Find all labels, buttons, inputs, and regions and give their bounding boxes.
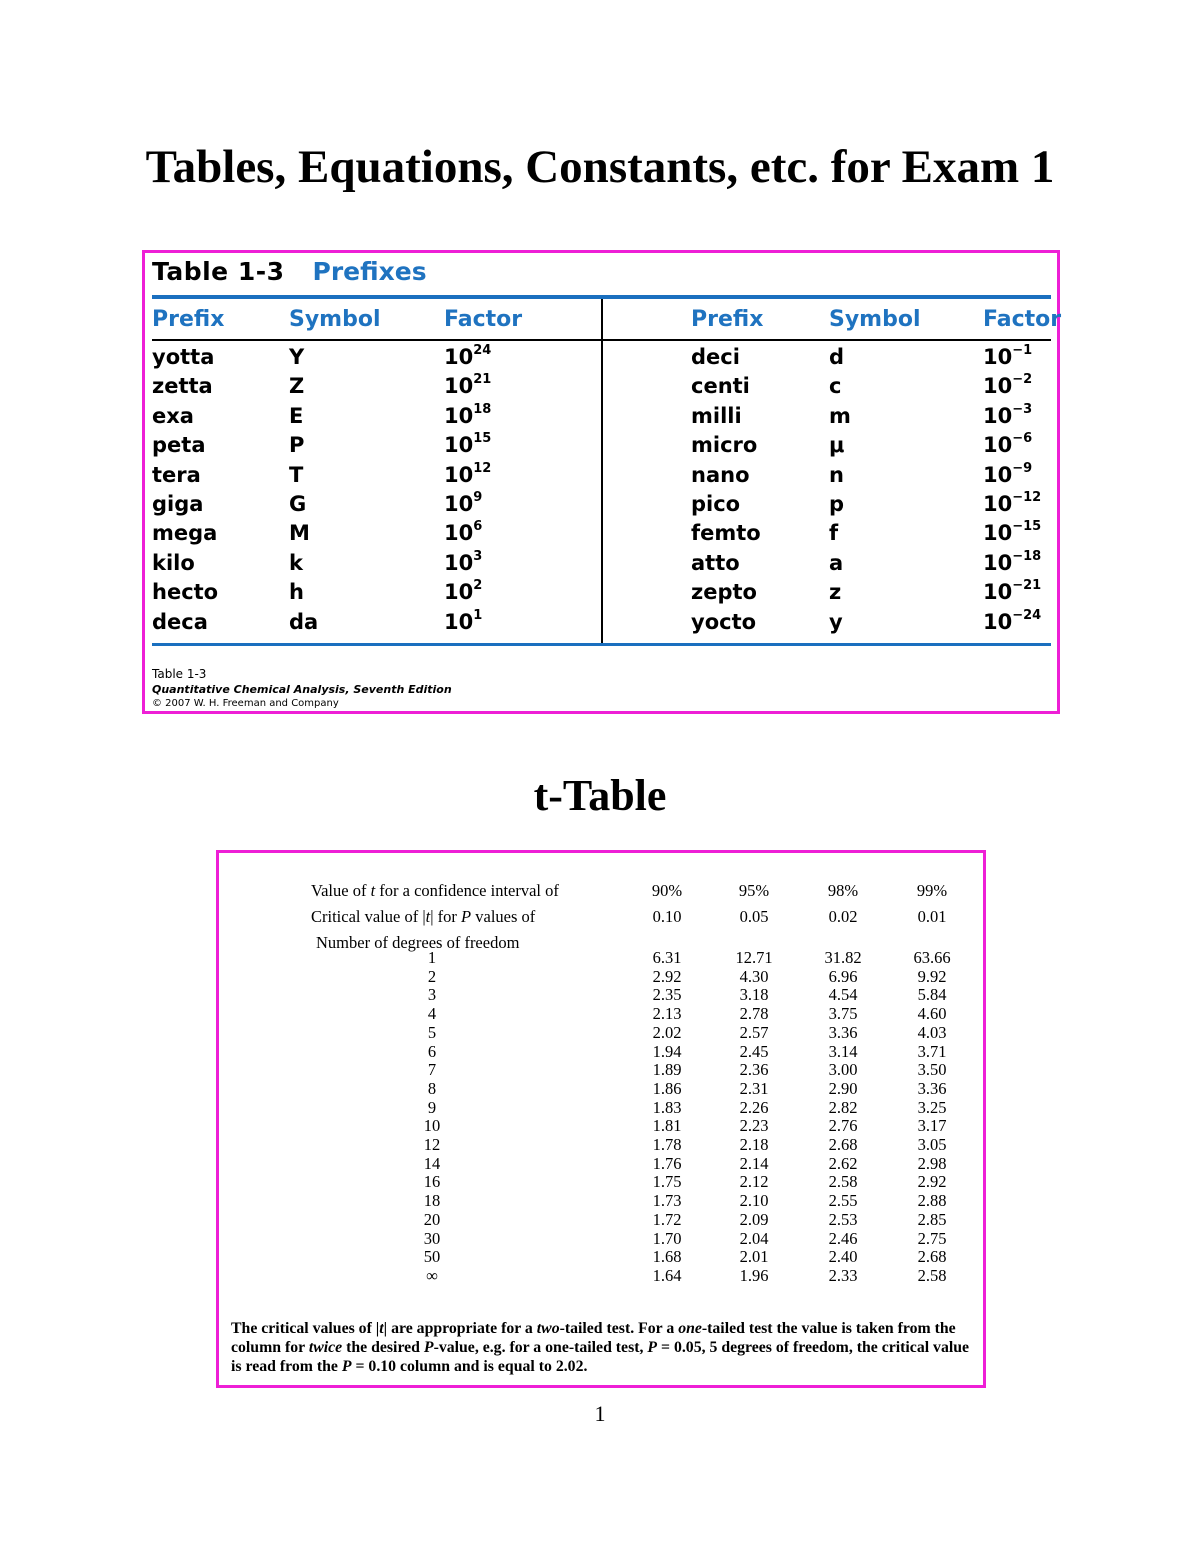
factor-exponent: 2 xyxy=(473,578,483,594)
p-value: 0.10 xyxy=(652,907,682,926)
prefix-name: tera xyxy=(152,462,201,487)
prefix-factor: $10^3$ xyxy=(444,548,483,575)
t-critical-value: 1.75 xyxy=(652,1172,682,1192)
t-critical-value: 2.92 xyxy=(917,1172,947,1192)
t-critical-value: 2.33 xyxy=(828,1265,858,1285)
prefix-factor: $10^{-9}$ xyxy=(983,460,1033,487)
t-critical-value: 2.92 xyxy=(652,966,682,986)
prefix-name: zetta xyxy=(152,374,213,399)
dof-value: 1 xyxy=(427,948,437,967)
header-bottom-rule xyxy=(152,339,1051,341)
confidence-value: 98% xyxy=(827,881,859,900)
t-critical-value: 2.31 xyxy=(739,1078,769,1098)
caption-number: Table 1-3 xyxy=(152,257,285,286)
t-critical-value: 2.02 xyxy=(652,1022,682,1042)
t-critical-value: 4.03 xyxy=(917,1022,947,1042)
header-symbol-left: Symbol xyxy=(289,307,381,332)
t-critical-value: 2.58 xyxy=(917,1265,947,1285)
factor-exponent: −3 xyxy=(1012,401,1033,417)
factor-exponent: 12 xyxy=(473,460,492,476)
dof-value: 5 xyxy=(427,1022,437,1042)
factor-exponent: 15 xyxy=(473,431,492,447)
factor-exponent: −15 xyxy=(1012,519,1042,535)
t-critical-value: 3.14 xyxy=(828,1041,858,1061)
dof-value: 8 xyxy=(427,1078,437,1098)
t-critical-value: 2.98 xyxy=(917,1153,947,1173)
t-critical-value: 2.58 xyxy=(828,1172,858,1192)
factor-exponent: −21 xyxy=(1012,578,1042,594)
t-critical-value: 31.82 xyxy=(824,948,862,967)
prefix-table-caption xyxy=(152,257,427,286)
t-critical-value: 2.85 xyxy=(917,1209,947,1229)
prefix-factor: $10^{-15}$ xyxy=(983,519,1042,546)
t-critical-value: 3.25 xyxy=(917,1097,947,1117)
prefix-name: yocto xyxy=(691,609,757,634)
dof-value: 3 xyxy=(427,985,437,1005)
prefix-name: pico xyxy=(691,492,741,516)
t-critical-value: 2.13 xyxy=(652,1004,682,1024)
prefix-symbol: d xyxy=(829,345,845,369)
prefix-factor: $10^{-21}$ xyxy=(983,578,1042,605)
t-critical-value: 4.30 xyxy=(739,966,769,986)
factor-exponent: −6 xyxy=(1012,431,1033,447)
t-critical-value: 1.78 xyxy=(652,1135,682,1154)
t-table-title: t-Table xyxy=(533,771,667,820)
prefix-factor: $10^{-12}$ xyxy=(983,490,1042,516)
p-value: 0.02 xyxy=(828,907,858,926)
t-critical-value: 1.81 xyxy=(652,1116,682,1136)
t-critical-value: 2.68 xyxy=(917,1247,947,1267)
t-critical-value: 1.68 xyxy=(652,1247,682,1267)
page-number: 1 xyxy=(594,1401,606,1426)
table-bottom-rule xyxy=(152,643,1051,646)
t-critical-value: 1.94 xyxy=(652,1041,682,1061)
t-critical-value: 3.36 xyxy=(828,1022,858,1042)
prefix-name: exa xyxy=(152,403,194,428)
source-line-2: Quantitative Chemical Analysis, Seventh Edition xyxy=(152,683,452,696)
factor-exponent: 21 xyxy=(473,372,492,388)
prefix-factor: $10^{15}$ xyxy=(444,431,492,458)
caption-name: Prefixes xyxy=(312,257,427,286)
prefix-factor: $10^1$ xyxy=(444,607,483,634)
t-critical-value: 1.86 xyxy=(652,1078,682,1098)
factor-exponent: 9 xyxy=(473,490,483,505)
dof-value: 12 xyxy=(423,1135,441,1154)
prefix-name: micro xyxy=(691,433,758,458)
confidence-value: 90% xyxy=(651,881,683,900)
confidence-value: 99% xyxy=(916,881,948,900)
prefix-symbol: T xyxy=(289,462,304,487)
prefix-name: deca xyxy=(152,609,208,634)
factor-exponent: −2 xyxy=(1012,372,1033,388)
t-critical-value: 2.18 xyxy=(739,1135,769,1154)
prefix-factor: $10^9$ xyxy=(444,490,483,516)
source-line-3: © 2007 W. H. Freeman and Company xyxy=(152,698,339,709)
dof-value: 7 xyxy=(427,1060,437,1080)
dof-value: 10 xyxy=(423,1116,441,1136)
t-critical-value: 12.71 xyxy=(735,948,773,967)
t-critical-value: 2.68 xyxy=(828,1135,858,1154)
t-critical-value: 3.36 xyxy=(917,1078,947,1098)
prefix-symbol: f xyxy=(829,521,839,546)
dof-value: ∞ xyxy=(426,1265,438,1285)
prefix-name: mega xyxy=(152,521,218,546)
t-critical-value: 2.53 xyxy=(828,1209,858,1229)
factor-exponent: −9 xyxy=(1012,460,1033,476)
prefix-name: yotta xyxy=(152,345,215,369)
prefix-factor: $10^{-2}$ xyxy=(983,372,1033,399)
prefix-symbol: y xyxy=(829,609,843,634)
t-critical-value: 2.62 xyxy=(828,1153,858,1173)
t-critical-value: 2.10 xyxy=(739,1191,769,1211)
t-critical-value: 3.18 xyxy=(739,985,769,1005)
header-prefix-left: Prefix xyxy=(152,307,225,332)
t-critical-value: 2.35 xyxy=(652,985,682,1005)
t-critical-value: 2.88 xyxy=(917,1191,947,1211)
factor-exponent: −12 xyxy=(1012,490,1042,505)
t-critical-value: 2.12 xyxy=(739,1172,769,1192)
confidence-value: 95% xyxy=(738,881,770,900)
t-critical-value: 4.60 xyxy=(917,1004,947,1024)
header-symbol-right: Symbol xyxy=(829,307,921,332)
t-table xyxy=(216,850,986,1388)
t-table-note: The critical values of |t| are appropriate for a two-tailed test. For a one-tailed test the value is taken from the column for twice the desired P-value, e.g. for a one-tailed test, P = 0.05, 5 degrees of freedom, the critical value is read from the P = 0.10 column and is equal to 2.02. xyxy=(231,1320,970,1375)
prefix-name: zepto xyxy=(691,580,757,605)
p-value-row-label: Critical value of |t| for P values of xyxy=(311,907,536,926)
t-critical-value: 2.82 xyxy=(828,1097,858,1117)
prefix-symbol: n xyxy=(829,462,844,487)
t-critical-value: 63.66 xyxy=(913,948,951,967)
t-critical-value: 1.72 xyxy=(652,1209,682,1229)
prefix-symbol: Z xyxy=(289,374,305,399)
dof-value: 14 xyxy=(423,1153,441,1173)
prefix-symbol: z xyxy=(829,580,842,605)
source-line-1: Table 1-3 xyxy=(152,667,207,681)
page-title: Tables, Equations, Constants, etc. for Exam 1 xyxy=(145,141,1055,193)
prefix-factor: $10^6$ xyxy=(444,519,483,546)
header-prefix-right: Prefix xyxy=(691,307,764,332)
prefix-factor: $10^2$ xyxy=(444,578,483,605)
dof-value: 6 xyxy=(427,1041,437,1061)
prefix-symbol: c xyxy=(829,374,842,399)
t-critical-value: 1.70 xyxy=(652,1228,682,1248)
t-critical-value: 3.75 xyxy=(828,1004,858,1024)
factor-exponent: 24 xyxy=(473,343,492,358)
dof-value: 20 xyxy=(423,1209,441,1229)
prefix-symbol: M xyxy=(289,521,310,546)
header-factor-right: Factor xyxy=(983,307,1062,332)
t-critical-value: 3.00 xyxy=(828,1060,858,1080)
t-critical-value: 6.96 xyxy=(828,966,858,986)
t-critical-value: 3.17 xyxy=(917,1116,947,1136)
t-critical-value: 2.23 xyxy=(739,1116,769,1136)
dof-value: 30 xyxy=(423,1228,441,1248)
prefix-symbol: a xyxy=(829,550,844,575)
factor-exponent: −24 xyxy=(1012,607,1042,623)
t-critical-value: 2.55 xyxy=(828,1191,858,1211)
prefix-symbol: μ xyxy=(829,433,845,458)
t-critical-value: 5.84 xyxy=(917,985,947,1005)
factor-exponent: −18 xyxy=(1012,548,1042,564)
column-divider xyxy=(601,299,603,644)
dof-value: 4 xyxy=(427,1004,437,1024)
t-critical-value: 2.09 xyxy=(739,1209,769,1229)
t-critical-value: 1.64 xyxy=(652,1265,682,1285)
dof-value: 18 xyxy=(423,1191,441,1211)
t-critical-value: 9.92 xyxy=(917,966,947,986)
prefix-factor: $10^{-3}$ xyxy=(983,401,1033,428)
dof-value: 2 xyxy=(427,966,437,986)
dof-row-label: Number of degrees of freedom xyxy=(316,933,520,952)
prefix-factor: $10^{-1}$ xyxy=(983,343,1033,369)
t-critical-value: 1.76 xyxy=(652,1153,682,1173)
prefix-symbol: p xyxy=(829,492,845,516)
t-critical-value: 6.31 xyxy=(652,948,682,967)
t-critical-value: 1.96 xyxy=(739,1265,769,1285)
prefix-name: giga xyxy=(152,492,204,516)
prefix-symbol: m xyxy=(829,403,851,428)
t-critical-value: 2.26 xyxy=(739,1097,769,1117)
prefix-name: nano xyxy=(691,462,750,487)
header-factor-left: Factor xyxy=(444,307,523,332)
prefix-symbol: E xyxy=(289,403,304,428)
prefix-factor: $10^{18}$ xyxy=(444,401,492,428)
t-critical-value: 2.78 xyxy=(739,1004,769,1024)
prefix-name: peta xyxy=(152,433,206,458)
t-critical-value: 1.83 xyxy=(652,1097,682,1117)
prefix-factor: $10^{-24}$ xyxy=(983,607,1042,634)
prefix-name: hecto xyxy=(152,580,219,605)
t-critical-value: 2.90 xyxy=(828,1078,858,1098)
factor-exponent: 6 xyxy=(473,519,483,535)
prefix-factor: $10^{21}$ xyxy=(444,372,492,399)
p-value: 0.05 xyxy=(739,907,769,926)
t-critical-value: 2.46 xyxy=(828,1228,858,1248)
t-critical-value: 3.05 xyxy=(917,1135,947,1154)
prefix-name: centi xyxy=(691,374,750,399)
prefix-name: femto xyxy=(691,521,761,546)
t-critical-value: 2.76 xyxy=(828,1116,858,1136)
dof-value: 50 xyxy=(423,1247,441,1267)
t-critical-value: 2.01 xyxy=(739,1247,769,1267)
t-critical-value: 3.50 xyxy=(917,1060,947,1080)
prefix-name: atto xyxy=(691,550,740,575)
prefix-factor: $10^{-6}$ xyxy=(983,431,1033,458)
prefix-factor: $10^{24}$ xyxy=(444,343,492,369)
prefix-factor: $10^{12}$ xyxy=(444,460,492,487)
prefix-name: milli xyxy=(691,403,742,428)
factor-exponent: −1 xyxy=(1012,343,1033,358)
t-critical-value: 2.75 xyxy=(917,1228,947,1248)
prefix-symbol: k xyxy=(289,550,303,575)
t-critical-value: 1.89 xyxy=(652,1060,682,1080)
factor-exponent: 1 xyxy=(473,607,483,623)
p-value: 0.01 xyxy=(917,907,947,926)
prefix-symbol: G xyxy=(289,492,307,516)
t-critical-value: 2.40 xyxy=(828,1247,858,1267)
t-critical-value: 2.36 xyxy=(739,1060,769,1080)
t-critical-value: 3.71 xyxy=(917,1041,947,1061)
prefix-symbol: Y xyxy=(289,345,305,369)
factor-exponent: 18 xyxy=(473,401,492,417)
prefix-symbol: h xyxy=(289,580,304,605)
prefix-symbol: da xyxy=(289,609,319,634)
prefix-symbol: P xyxy=(289,433,305,458)
t-critical-value: 1.73 xyxy=(652,1191,682,1211)
prefix-name: deci xyxy=(691,345,740,369)
t-critical-value: 2.57 xyxy=(739,1022,769,1042)
prefix-name: kilo xyxy=(152,550,195,575)
prefix-factor: $10^{-18}$ xyxy=(983,548,1042,575)
t-critical-value: 4.54 xyxy=(828,985,858,1005)
t-critical-value: 2.04 xyxy=(739,1228,769,1248)
dof-value: 9 xyxy=(427,1097,437,1117)
t-critical-value: 2.14 xyxy=(739,1153,769,1173)
t-critical-value: 2.45 xyxy=(739,1041,769,1061)
dof-value: 16 xyxy=(423,1172,441,1192)
confidence-row-label: Value of t for a confidence interval of xyxy=(311,881,559,900)
factor-exponent: 3 xyxy=(473,548,483,564)
prefix-table xyxy=(142,250,1060,714)
